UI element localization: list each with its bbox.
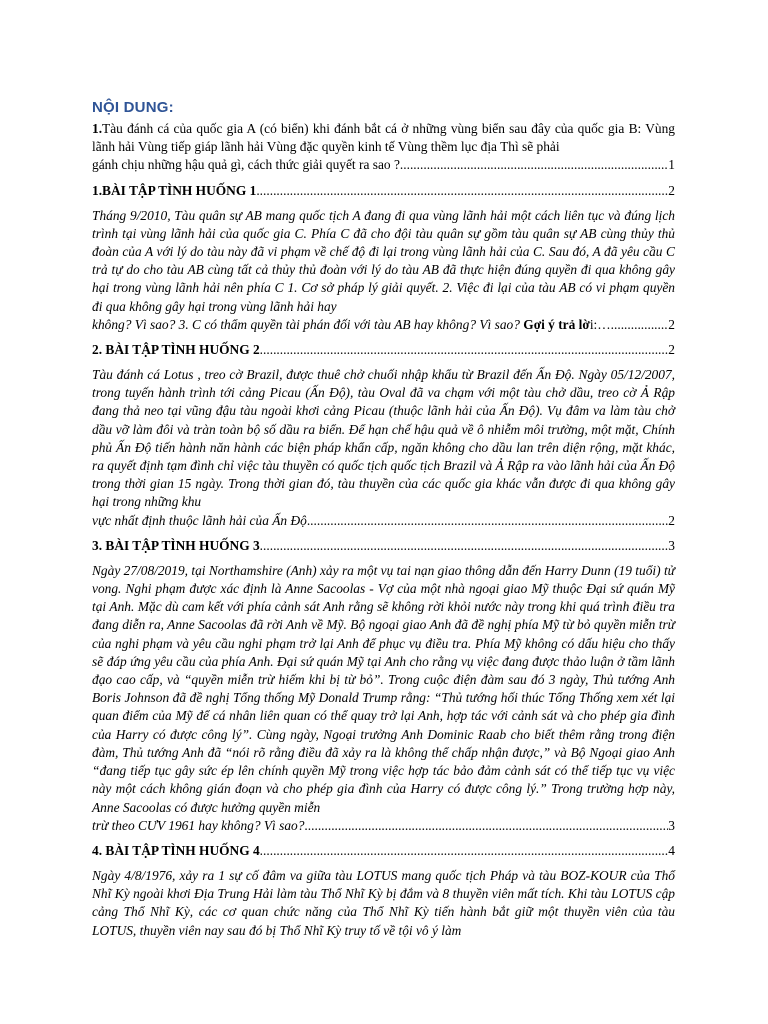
toc-page-number: 1 [668, 157, 675, 173]
toc-page-number: 2 [668, 182, 675, 198]
dot-leader [260, 341, 669, 359]
case-last-question: không? Vì sao? 3. C có thẩm quyền tài phán đối với tàu AB hay không? Vì sao? [92, 316, 520, 332]
toc-page-number: 4 [668, 842, 675, 858]
dot-leader [260, 842, 669, 860]
toc-page-number: 3 [668, 817, 675, 833]
toc-case-3-title[interactable] [92, 537, 675, 555]
case-last-text [92, 316, 611, 334]
case-title: 1.BÀI TẬP TÌNH HUỐNG 1 [92, 182, 257, 198]
toc-entry-text: Tàu đánh cá của quốc gia A (có biển) khi đánh bắt cá ở những vùng biển sau đây của quốc gia B: Vùng lãnh hải Vùng tiếp giáp lãnh hải Vùng đặc quyền kinh tế Vùng thềm lục địa Thì sẽ phải [92, 121, 675, 155]
case-last-line [92, 512, 675, 530]
toc-page-number: 2 [668, 316, 675, 332]
case-title: 4. BÀI TẬP TÌNH HUỐNG 4 [92, 842, 260, 858]
content-heading: NỘI DUNG: [92, 99, 174, 116]
toc-case-3-body[interactable] [92, 562, 675, 835]
case-title: 2. BÀI TẬP TÌNH HUỐNG 2 [92, 342, 260, 358]
toc-case-4-title[interactable] [92, 842, 675, 860]
toc-entry-question-1[interactable] [92, 120, 675, 175]
toc-entry-body [92, 120, 675, 156]
case-last-line [92, 817, 675, 835]
dot-leader [256, 182, 668, 200]
document-page [92, 98, 675, 940]
toc-case-4-body[interactable] [92, 867, 675, 940]
case-last-text: vực nhất định thuộc lãnh hải của Ấn Độ [92, 512, 307, 528]
toc-page-number: 2 [668, 342, 675, 358]
toc-case-1-body[interactable] [92, 207, 675, 334]
case-title: 3. BÀI TẬP TÌNH HUỐNG 3 [92, 537, 260, 553]
dot-leader [307, 512, 668, 530]
toc-entry-last-line [92, 156, 675, 174]
dot-leader [611, 316, 669, 334]
hint-label: Gợi ý trả lờ [523, 316, 590, 332]
dot-leader [304, 817, 668, 835]
toc-entry-number: 1. [92, 121, 103, 136]
toc-page-number: 3 [668, 537, 675, 553]
case-last-line [92, 316, 675, 334]
case-body: Ngày 27/08/2019, tại Northamshire (Anh) xảy ra một vụ tai nạn giao thông dẫn đến Harry Dunn (19 tuổi) tử vong. Nghi phạm được xác định là Anne Sacoolas - Vợ của một nhà ngoại giao Mỹ thuộc Đại sứ quán Mỹ tại Anh. Mặc dù cam kết với phía cảnh sát Anh rằng sẽ không rời khỏi nước này trong khi quá trình điều tra đang diễn ra, Anne Sacoolas đã rời Anh về Mỹ. Bộ ngoại giao Anh đã đề nghị phía Mỹ từ bỏ quyền miễn trừ của nghi phạm và yêu cầu nghi phạm trở lại Anh để phục vụ điều tra. Phía Mỹ không có dấu hiệu cho thấy sẽ đáp ứng yêu cầu của phía Anh. Đại sứ quán Mỹ tại Anh cho rằng vụ việc đang được thảo luận ở tầm lãnh đạo cao cấp, và “quyền miễn trừ hiếm khi bị từ bỏ”. Trong cuộc điện đàm sau đó 3 ngày, Thủ tướng Anh Boris Johnson đã đề nghị Tổng thống Mỹ Donald Trump rằng: “Thủ tướng hối thúc Tổng Thống xem xét lại quan điểm của Mỹ để cá nhân liên quan có thể quay trở lại Anh, hợp tác với cảnh sát và cho phép gia đình của Harry có được công lý”. Cùng ngày, Ngoại trưởng Anh Dominic Raab cho biết thêm rằng trong điện đàm, Thủ tướng Anh đã “nói rõ rằng điều đã xảy ra là không thể chấp nhận được,” và Bộ Ngoại giao Anh “đang tiếp tục gây sức ép lên chính quyền Mỹ trong việc hợp tác bảo đảm cảnh sát có thể tiếp tục vụ việc này một cách không gián đoạn và cho phép gia đình của Harry có được công lý.” Trong trường hợp này, Anne Sacoolas có được hưởng quyền miễn [92, 562, 675, 815]
toc-case-2-body[interactable] [92, 366, 675, 530]
case-last-text: trừ theo CƯV 1961 hay không? Vì sao? [92, 817, 305, 833]
dot-leader [260, 537, 669, 555]
toc-case-2-title[interactable] [92, 341, 675, 359]
toc-entry-last-text: gánh chịu những hậu quả gì, cách thức giải quyết ra sao ? [92, 157, 400, 173]
hint-tail: i:… [589, 316, 611, 332]
toc-page-number: 2 [668, 512, 675, 528]
case-body: Tàu đánh cá Lotus , treo cờ Brazil, được thuê chở chuối nhập khẩu từ Brazil đến Ấn Độ. Ngày 05/12/2007, trong tuyến hành trình tới cảng Picau (Ấn Độ), tàu Oval đã va chạm với một tàu chở dầu, treo cờ Ả Rập đang thả neo tại vũng đậu tàu ngoài khơi cảng Picau (thuộc lãnh hải của Ấn Độ). Vụ đâm va làm tàu chở dầu vỡ làm đôi và tràn toàn bộ số dầu ra biển. Để hạn chế hậu quả về ô nhiễm môi trường, một mặt, Chính phủ Ấn Độ tiến hành năn hành các biện pháp khẩn cấp, ngăn không cho dầu lan trên diện rộng, mặt khác, ra quyết định tạm đình chỉ việc tàu thuyền có quốc tịch quốc tịch Brazil và Ả Rập ra vào lãnh hải của Ấn Độ trong thời gian 15 ngày. Trong thời gian đó, tàu thuyền của các quốc gia khác vẫn được đi qua không gây hại trong những khu [92, 367, 675, 510]
case-body: Ngày 4/8/1976, xảy ra 1 sự cố đâm va giữa tàu LOTUS mang quốc tịch Pháp và tàu BOZ-KOUR của Thổ Nhĩ Kỳ ngoài khơi Địa Trung Hải làm tàu Thổ Nhĩ Kỳ bị đắm và 8 thuyền viên mất tích. Khi tàu LOTUS cập cảng Thổ Nhĩ Kỳ, các cơ quan chức năng của Thổ Nhĩ Kỳ tiến hành bắt giữ một thuyền viên của tàu LOTUS, thuyền viên nay sau đó bị Thổ Nhĩ Kỳ truy tố về tội vô ý làm [92, 867, 675, 938]
dot-leader [400, 156, 668, 174]
case-body: Tháng 9/2010, Tàu quân sự AB mang quốc tịch A đang đi qua vùng lãnh hải một cách liên tục và đúng lịch trình tại vùng lãnh hải của quốc gia C. Phía C đã cho đội tàu quân sự gồm tàu quân sự AB cùng thủy thủ đoàn của A với lý do tàu này đã vi phạm về chế độ đi lại trong vùng lãnh hải của C. Sau đó, A đã yêu cầu C trả tự do cho tàu AB cùng tất cả thủy thủ đoàn với lý do tàu AB đã thực hiện đúng quyền đi qua không gây hại trong vùng lãnh hải nên phía C 1. Cơ sở pháp lý giải quyết. 2. Việc đi lại của tàu AB có vi phạm quyền đi qua không gây hại trong vùng lãnh hải hay [92, 207, 675, 314]
toc-case-1-title[interactable] [92, 182, 675, 200]
